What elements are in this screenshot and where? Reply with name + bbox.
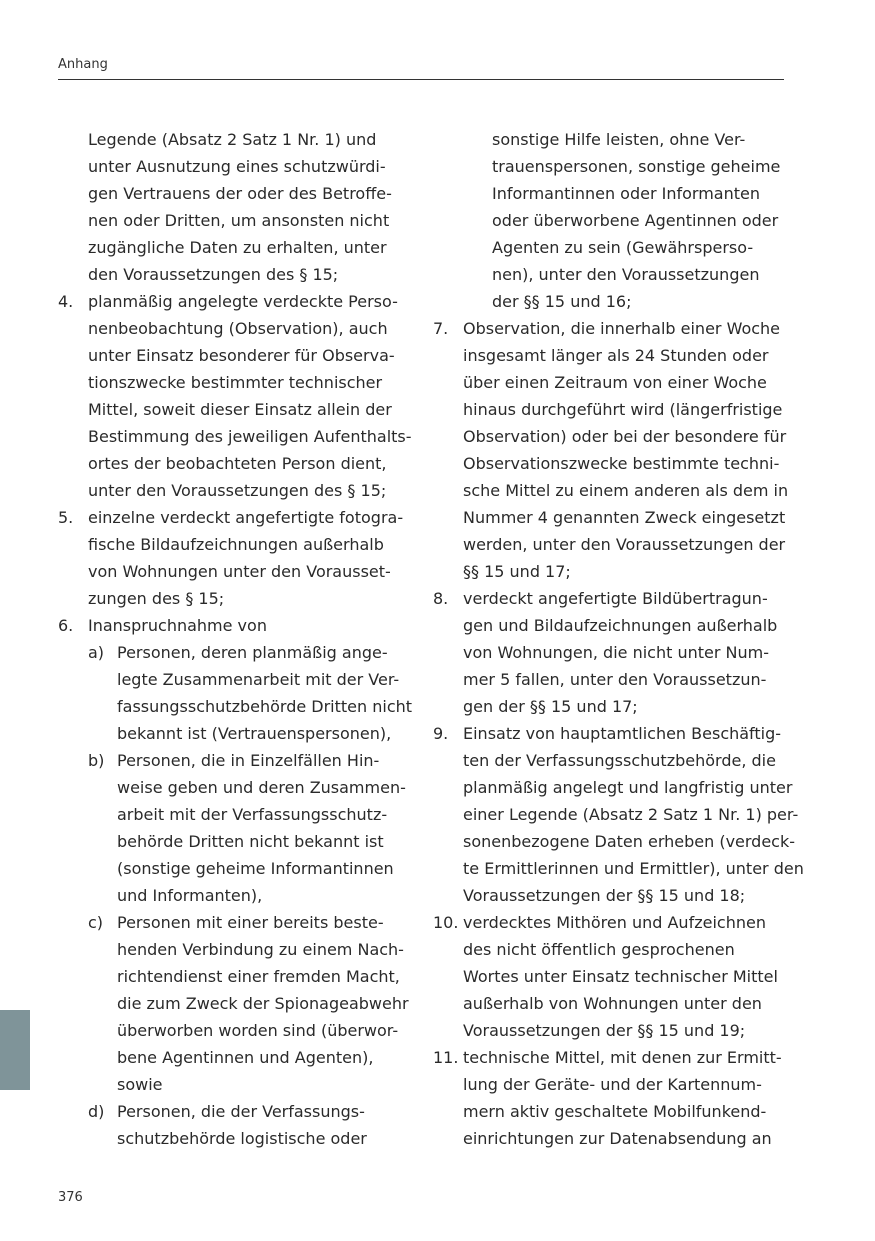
- list-marker: 7.: [433, 319, 449, 338]
- line-text: Mittel, soweit dieser Einsatz allein der: [88, 400, 392, 419]
- text-line: [58, 963, 414, 990]
- line-text: weise geben und deren Zusammen-: [117, 778, 406, 797]
- line-text: und Informanten),: [117, 886, 263, 905]
- line-text: bene Agentinnen und Agenten),: [117, 1048, 374, 1067]
- text-line: [433, 585, 788, 612]
- line-text: bekannt ist (Vertrauenspersonen),: [117, 724, 392, 743]
- list-marker: c): [88, 913, 104, 932]
- line-text: sonstige Hilfe leisten, ohne Ver-: [492, 130, 746, 149]
- text-line: [433, 747, 788, 774]
- line-text: Bestimmung des jeweiligen Aufenthalts-: [88, 427, 412, 446]
- line-text: planmäßig angelegte verdeckte Perso-: [88, 292, 398, 311]
- text-line: [58, 612, 414, 639]
- line-text: trauenspersonen, sonstige geheime: [492, 157, 781, 176]
- text-line: [58, 1017, 414, 1044]
- line-text: insgesamt länger als 24 Stunden oder: [463, 346, 769, 365]
- text-line: [58, 585, 414, 612]
- list-marker: 10.: [433, 913, 459, 932]
- line-text: planmäßig angelegt und langfristig unter: [463, 778, 793, 797]
- line-text: über einen Zeitraum von einer Woche: [463, 373, 767, 392]
- text-line: [433, 315, 788, 342]
- text-line: [433, 180, 788, 207]
- text-line: [433, 1125, 788, 1152]
- text-line: [58, 423, 414, 450]
- line-text: §§ 15 und 17;: [463, 562, 571, 581]
- line-text: Observation) oder bei der besondere für: [463, 427, 787, 446]
- line-text: des nicht öffentlich gesprochenen: [463, 940, 735, 959]
- text-line: [58, 774, 414, 801]
- text-line: [433, 207, 788, 234]
- line-text: Nummer 4 genannten Zweck eingesetzt: [463, 508, 786, 527]
- line-text: Personen mit einer bereits beste-: [117, 913, 384, 932]
- text-line: [433, 288, 788, 315]
- text-line: [433, 774, 793, 801]
- line-text: tionszwecke bestimmter technischer: [88, 373, 383, 392]
- text-line: [433, 801, 799, 828]
- right-column: [433, 126, 804, 1152]
- text-line: [58, 639, 414, 666]
- text-line: [58, 801, 414, 828]
- left-column: [58, 126, 414, 1152]
- text-line: [58, 396, 414, 423]
- line-text: gen Vertrauens der oder des Betroffe-: [88, 184, 392, 203]
- line-text: Agenten zu sein (Gewährsperso-: [492, 238, 754, 257]
- line-text: oder überworbene Agentinnen oder: [492, 211, 779, 230]
- text-line: [58, 180, 414, 207]
- line-text: gen und Bildaufzeichnungen außerhalb: [463, 616, 778, 635]
- text-line: [58, 234, 414, 261]
- text-line: [58, 720, 414, 747]
- line-text: fassungsschutzbehörde Dritten nicht: [117, 697, 413, 716]
- text-line: [58, 558, 414, 585]
- text-line: [58, 1098, 414, 1125]
- line-text: von Wohnungen, die nicht unter Num-: [463, 643, 769, 662]
- line-text: werden, unter den Voraussetzungen der: [463, 535, 786, 554]
- line-text: behörde Dritten nicht bekannt ist: [117, 832, 384, 851]
- text-line: [58, 666, 414, 693]
- text-line: [58, 450, 414, 477]
- line-text: (sonstige geheime Informantinnen: [117, 859, 394, 878]
- line-text: zugängliche Daten zu erhalten, unter: [88, 238, 387, 257]
- text-line: [433, 369, 788, 396]
- line-text: Personen, die in Einzelfällen Hin-: [117, 751, 380, 770]
- list-marker: b): [88, 751, 105, 770]
- text-line: [433, 882, 788, 909]
- line-text: Observationszwecke bestimmte techni-: [463, 454, 780, 473]
- line-text: von Wohnungen unter den Vorausset-: [88, 562, 391, 581]
- list-marker: 9.: [433, 724, 449, 743]
- line-text: henden Verbindung zu einem Nach-: [117, 940, 404, 959]
- line-text: Einsatz von hauptamtlichen Beschäftig-: [463, 724, 782, 743]
- line-text: Personen, deren planmäßig ange-: [117, 643, 388, 662]
- line-text: den Voraussetzungen des § 15;: [88, 265, 339, 284]
- line-text: unter Ausnutzung eines schutzwürdi-: [88, 157, 386, 176]
- text-line: [58, 747, 414, 774]
- line-text: sche Mittel zu einem anderen als dem in: [463, 481, 789, 500]
- header-rule: [58, 79, 784, 80]
- line-text: der §§ 15 und 16;: [492, 292, 632, 311]
- text-line: [433, 720, 788, 747]
- text-line: [433, 666, 788, 693]
- line-text: mern aktiv geschaltete Mobilfunkend-: [463, 1102, 767, 1121]
- text-line: [58, 990, 414, 1017]
- text-line: [433, 126, 788, 153]
- text-line: [58, 909, 414, 936]
- text-line: [58, 342, 414, 369]
- text-line: [58, 1071, 414, 1098]
- line-text: nen), unter den Voraussetzungen: [492, 265, 760, 284]
- text-line: [58, 882, 414, 909]
- text-line: [58, 207, 414, 234]
- line-text: die zum Zweck der Spionageabwehr: [117, 994, 409, 1013]
- line-text: zungen des § 15;: [88, 589, 225, 608]
- running-header: Anhang: [58, 57, 108, 72]
- text-line: [58, 288, 414, 315]
- text-line: [433, 450, 788, 477]
- line-text: lung der Geräte- und der Kartennum-: [463, 1075, 762, 1094]
- list-marker: 4.: [58, 292, 74, 311]
- line-text: Wortes unter Einsatz technischer Mittel: [463, 967, 778, 986]
- text-line: [433, 693, 788, 720]
- page-number: 376: [58, 1190, 83, 1205]
- text-line: [433, 504, 788, 531]
- text-line: [433, 342, 788, 369]
- text-line: [433, 1017, 788, 1044]
- line-text: Informantinnen oder Informanten: [492, 184, 760, 203]
- list-marker: d): [88, 1102, 105, 1121]
- line-text: einrichtungen zur Datenabsendung an: [463, 1129, 772, 1148]
- text-line: [433, 990, 788, 1017]
- line-text: verdecktes Mithören und Aufzeichnen: [463, 913, 766, 932]
- line-text: unter Einsatz besonderer für Observa-: [88, 346, 395, 365]
- list-marker: 11.: [433, 1048, 459, 1067]
- text-line: [58, 153, 414, 180]
- text-line: [58, 1125, 414, 1152]
- list-marker: a): [88, 643, 105, 662]
- text-line: [433, 612, 788, 639]
- line-text: außerhalb von Wohnungen unter den: [463, 994, 762, 1013]
- text-line: [58, 828, 414, 855]
- line-text: nenbeobachtung (Observation), auch: [88, 319, 388, 338]
- text-line: [433, 909, 788, 936]
- text-line: [433, 1071, 788, 1098]
- text-line: [58, 126, 414, 153]
- line-text: mer 5 fallen, unter den Voraussetzun-: [463, 670, 767, 689]
- line-text: fische Bildaufzeichnungen außerhalb: [88, 535, 384, 554]
- text-line: [433, 396, 788, 423]
- line-text: ortes der beobachteten Person dient,: [88, 454, 387, 473]
- line-text: Voraussetzungen der §§ 15 und 18;: [463, 886, 746, 905]
- text-line: [433, 558, 788, 585]
- list-marker: 6.: [58, 616, 74, 635]
- text-line: [433, 855, 804, 882]
- line-text: nen oder Dritten, um ansonsten nicht: [88, 211, 390, 230]
- line-text: legte Zusammenarbeit mit der Ver-: [117, 670, 400, 689]
- line-text: te Ermittlerinnen und Ermittler), unter den: [463, 859, 804, 878]
- line-text: richtendienst einer fremden Macht,: [117, 967, 400, 986]
- text-line: [58, 693, 414, 720]
- text-line: [433, 423, 788, 450]
- line-text: Personen, die der Verfassungs-: [117, 1102, 365, 1121]
- list-marker: 8.: [433, 589, 449, 608]
- text-line: [433, 936, 788, 963]
- text-line: [58, 936, 414, 963]
- text-line: [58, 261, 414, 288]
- text-line: [433, 639, 788, 666]
- text-line: [58, 855, 414, 882]
- line-text: arbeit mit der Verfassungsschutz-: [117, 805, 388, 824]
- line-text: unter den Voraussetzungen des § 15;: [88, 481, 387, 500]
- text-line: [433, 261, 788, 288]
- line-text: technische Mittel, mit denen zur Ermitt-: [463, 1048, 782, 1067]
- text-line: [58, 315, 414, 342]
- line-text: hinaus durchgeführt wird (längerfristige: [463, 400, 783, 419]
- list-marker: 5.: [58, 508, 74, 527]
- text-line: [58, 1044, 414, 1071]
- line-text: Voraussetzungen der §§ 15 und 19;: [463, 1021, 746, 1040]
- text-line: [58, 369, 414, 396]
- line-text: Observation, die innerhalb einer Woche: [463, 319, 781, 338]
- chapter-tab-marker: [0, 1010, 30, 1090]
- text-line: [433, 1044, 788, 1071]
- text-line: [433, 963, 788, 990]
- text-line: [433, 1098, 788, 1125]
- line-text: Inanspruchnahme von: [88, 616, 267, 635]
- text-line: [433, 828, 796, 855]
- text-line: [433, 531, 788, 558]
- line-text: verdeckt angefertigte Bildübertragun-: [463, 589, 768, 608]
- line-text: sowie: [117, 1075, 163, 1094]
- line-text: überworben worden sind (überwor-: [117, 1021, 399, 1040]
- line-text: gen der §§ 15 und 17;: [463, 697, 638, 716]
- text-line: [433, 234, 788, 261]
- line-text: sonenbezogene Daten erheben (verdeck-: [463, 832, 796, 851]
- text-line: [433, 477, 788, 504]
- line-text: einer Legende (Absatz 2 Satz 1 Nr. 1) per-: [463, 805, 799, 824]
- line-text: Legende (Absatz 2 Satz 1 Nr. 1) und: [88, 130, 377, 149]
- text-line: [58, 504, 414, 531]
- line-text: ten der Verfassungsschutzbehörde, die: [463, 751, 776, 770]
- line-text: schutzbehörde logistische oder: [117, 1129, 367, 1148]
- text-line: [58, 531, 414, 558]
- line-text: einzelne verdeckt angefertigte fotogra-: [88, 508, 404, 527]
- text-line: [433, 153, 788, 180]
- text-line: [58, 477, 414, 504]
